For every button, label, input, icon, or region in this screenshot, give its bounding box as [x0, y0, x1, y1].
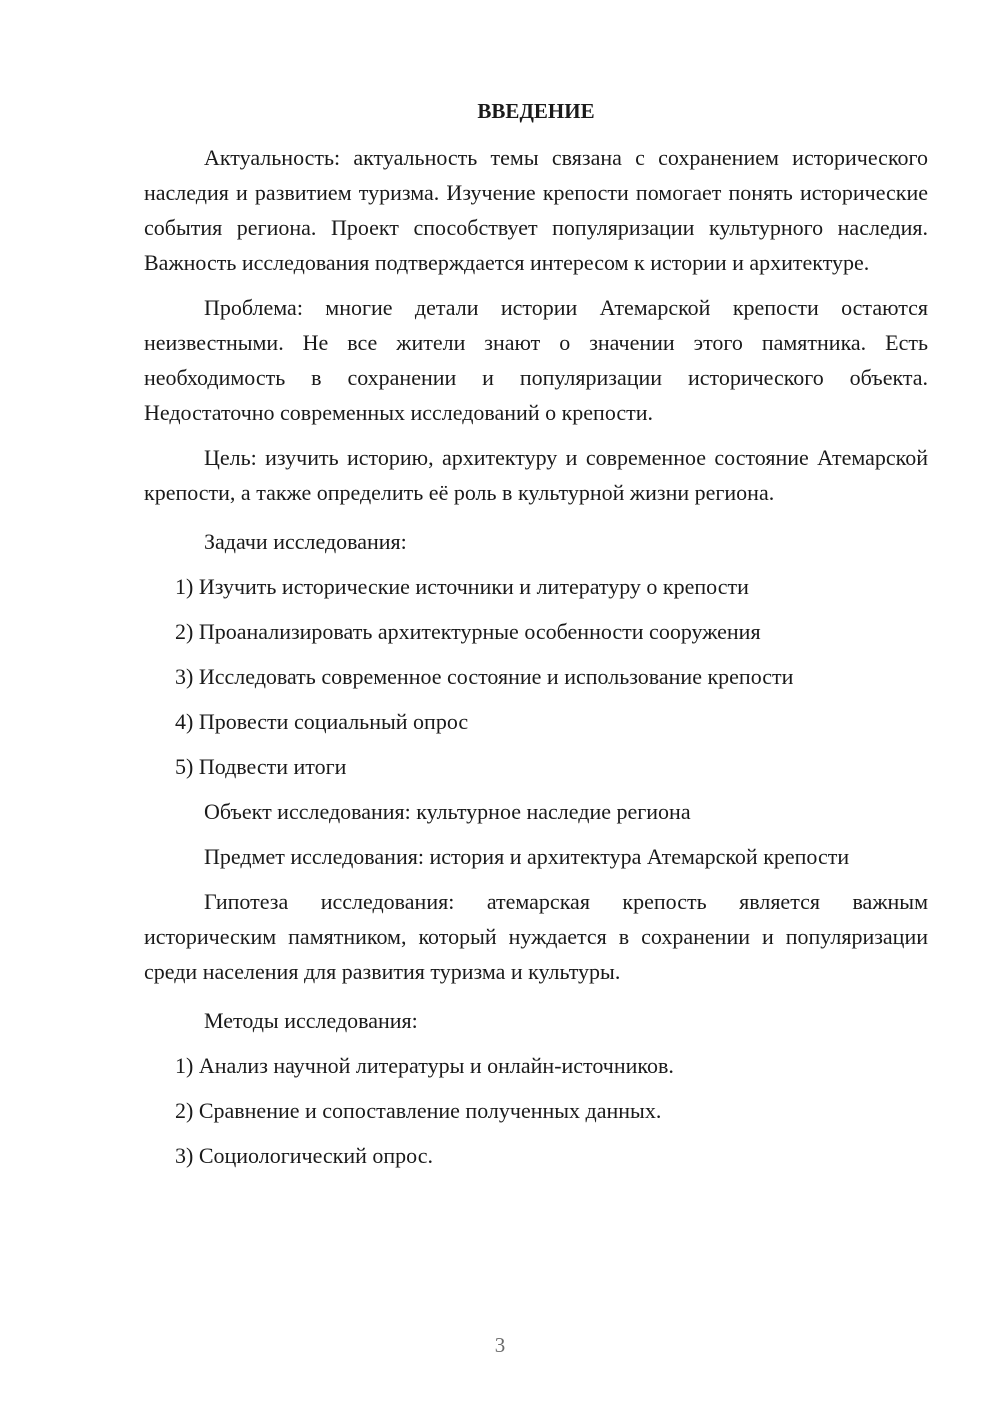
object-paragraph: Объект исследования: культурное наследие региона [204, 799, 691, 824]
subject-paragraph: Предмет исследования: история и архитектура Атемарской крепости [204, 844, 850, 869]
list-item: 4) Провести социальный опрос [175, 709, 469, 734]
relevance-paragraph: Актуальность: актуальность темы связана с сохранением исторического наследия и развитием туризма. Изучение крепости помогает понять исторические события региона. Проект способствует популяризации культурного наследия. Важность исследования подтверждается интересом к истории и архитектуре. [144, 145, 928, 275]
document-page [144, 96, 928, 1183]
methods-heading: Методы исследования: [204, 1008, 418, 1033]
list-item: 2) Проанализировать архитектурные особенности сооружения [175, 619, 761, 644]
tasks-list [144, 569, 928, 784]
problem-paragraph: Проблема: многие детали истории Атемарской крепости остаются неизвестными. Не все жители знают о значении этого памятника. Есть необходимость в сохранении и популяризации исторического объекта. Недостаточно современных исследований о крепости. [144, 295, 928, 425]
list-item: 1) Изучить исторические источники и литературу о крепости [175, 574, 749, 599]
list-item: 3) Исследовать современное состояние и использование крепости [175, 664, 794, 689]
page-number: 3 [494, 1333, 506, 1357]
page-title: ВВЕДЕНИЕ [477, 99, 595, 123]
list-item: 3) Социологический опрос. [175, 1143, 433, 1168]
list-item: 2) Сравнение и сопоставление полученных данных. [175, 1098, 662, 1123]
tasks-heading: Задачи исследования: [204, 529, 407, 554]
hypothesis-paragraph: Гипотеза исследования: атемарская крепость является важным историческим памятником, который нуждается в сохранении и популяризации среди населения для развития туризма и культуры. [144, 889, 928, 984]
list-item: 1) Анализ научной литературы и онлайн-источников. [175, 1053, 674, 1078]
list-item: 5) Подвести итоги [175, 754, 347, 779]
goal-paragraph: Цель: изучить историю, архитектуру и современное состояние Атемарской крепости, а также определить её роль в культурной жизни региона. [144, 445, 928, 505]
methods-list [144, 1048, 928, 1173]
